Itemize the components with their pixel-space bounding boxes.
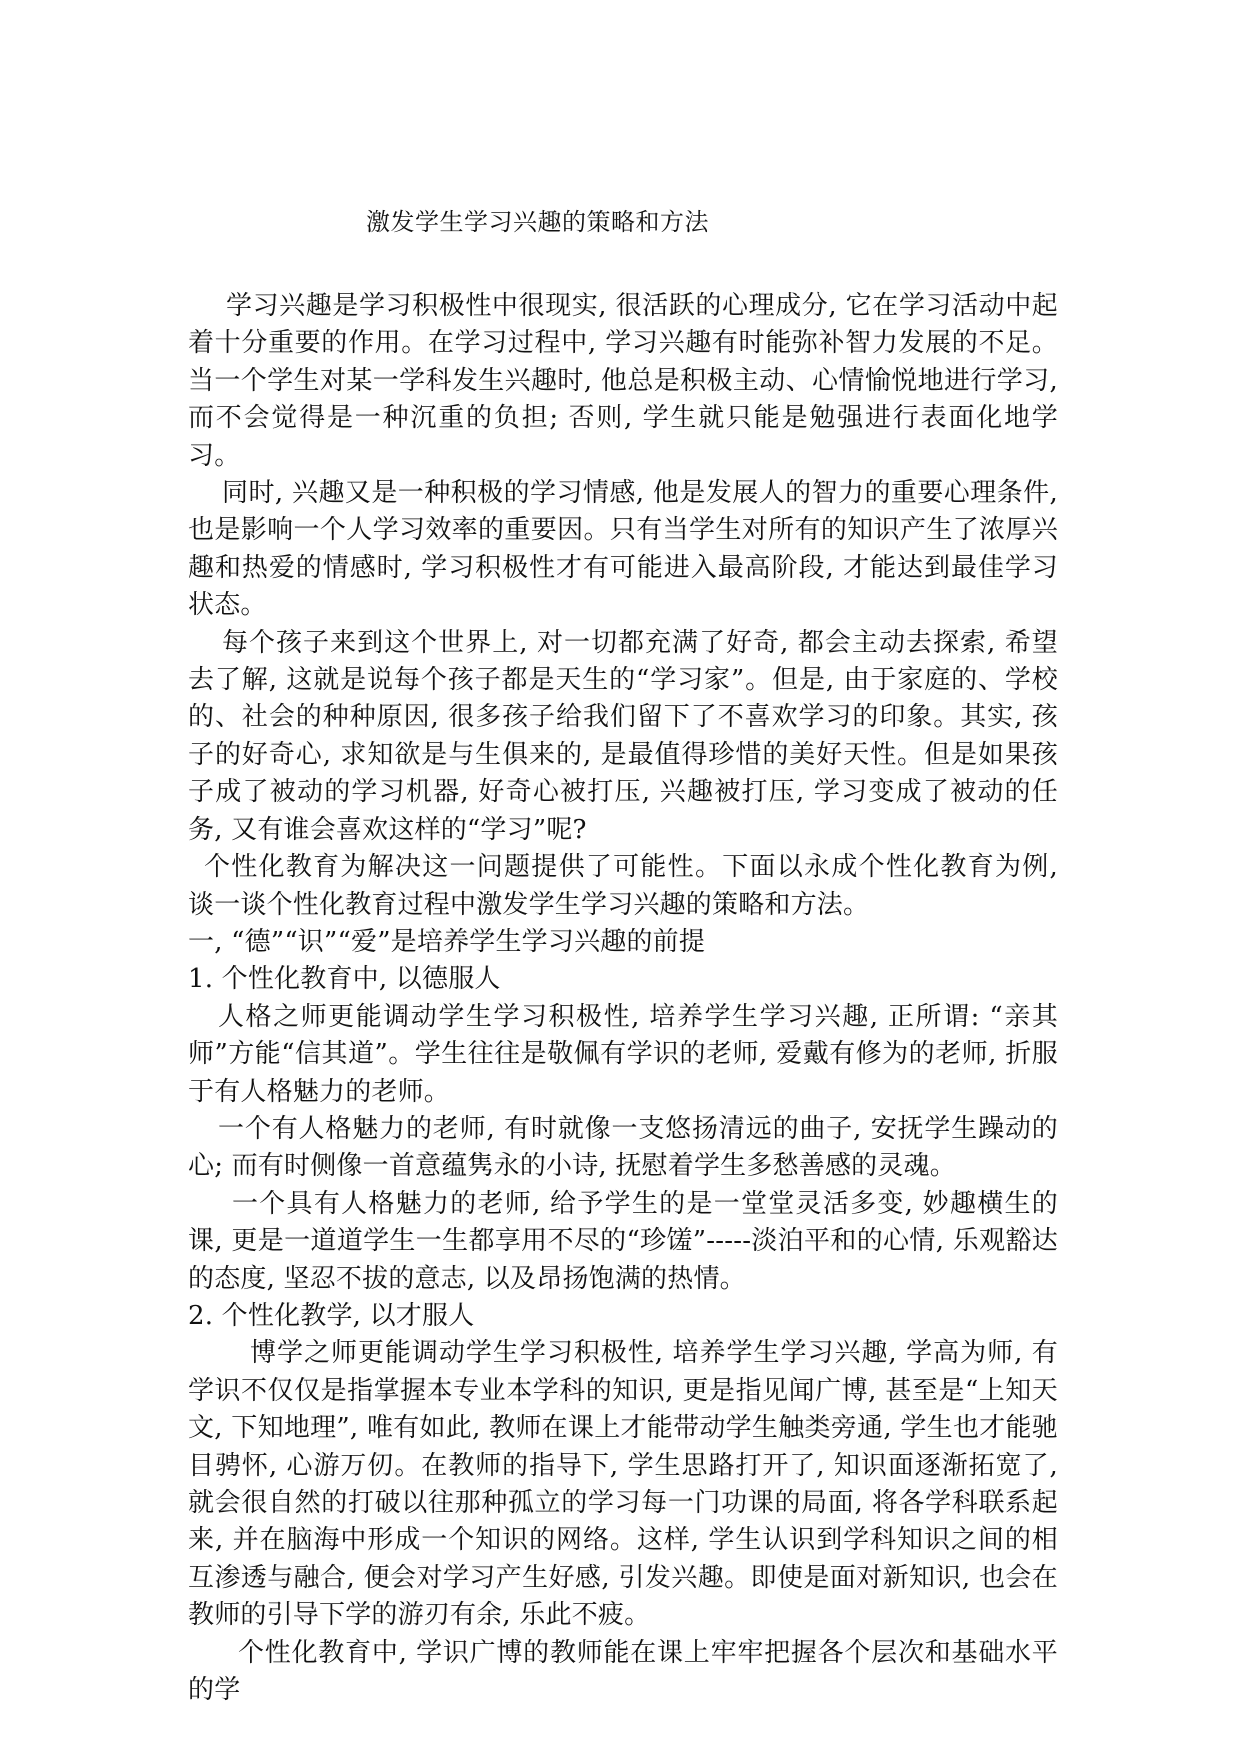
document-title: 激发学生学习兴趣的策略和方法 [366,208,709,236]
paragraph-teacher-charm: 一个有人格魅力的老师, 有时就像一支悠扬清远的曲子, 安抚学生躁动的心; 而有时侧像一首意蕴隽永的小诗, 抚慰着学生多愁善感的灵魂。 [188,1113,1058,1182]
subsection-heading-1: 1. 个性化教育中, 以德服人 [188,964,501,995]
document-page [188,204,1058,1709]
paragraph-learning-interest: 学习兴趣是学习积极性中很现实, 很活跃的心理成分, 它在学习活动中起着十分重要的作用。在学习过程中, 学习兴趣有时能弥补智力发展的不足。当一个学生对某一学科发生兴趣时, 他总是积极主动、心情愉悦地进行学习, 而不会觉得是一种沉重的负担; 否则, 学生就只能是勉强进行表面化地学习。 [188,291,1058,471]
paragraph-charming-teacher-gift: 一个具有人格魅力的老师, 给予学生的是一堂堂灵活多变, 妙趣横生的课, 更是一道道学生一生都享用不尽的“珍馐”-----淡泊平和的心情, 乐观豁达的态度, 坚忍不拔的意志, 以及昂扬饱满的热情。 [188,1188,1058,1294]
paragraph-personality-teacher: 人格之师更能调动学生学习积极性, 培养学生学习兴趣, 正所谓: “亲其师”方能“信其道”。学生往往是敬佩有学识的老师, 爱戴有修为的老师, 折服于有人格魅力的老师。 [188,1001,1058,1107]
subsection-heading-2: 2. 个性化教学, 以才服人 [188,1300,475,1331]
paragraph-personalized-teacher: 个性化教育中, 学识广博的教师能在课上牢牢把握各个层次和基础水平的学 [188,1637,1058,1706]
paragraph-personalized-education: 个性化教育为解决这一问题提供了可能性。下面以永成个性化教育为例, 谈一谈个性化教育过程中激发学生学习兴趣的策略和方法。 [188,852,1058,920]
paragraph-interest-emotion: 同时, 兴趣又是一种积极的学习情感, 他是发展人的智力的重要心理条件, 也是影响一个人学习效率的重要因。只有当学生对所有的知识产生了浓厚兴趣和热爱的情感时, 学习积极性才有可能进入最高阶段, 才能达到最佳学习状态。 [188,478,1058,621]
section-heading-1: 一, “德”“识”“爱”是培养学生学习兴趣的前提 [188,926,706,957]
paragraph-knowledgeable-teacher: 博学之师更能调动学生学习积极性, 培养学生学习兴趣, 学高为师, 有学识不仅仅是指掌握本专业本学科的知识, 更是指见闻广博, 甚至是“上知天文, 下知地理”, 唯有如此, 教师在课上才能带动学生触类旁通, 学生也才能驰目骋怀, 心游万仞。在教师的指导下, 学生思路打开了, 知识面逐渐拓宽了, 就会很自然的打破以往那种孤立的学习每一门功课的局面, 将各学科联系起来, 并在脑海中形成一个知识的网络。这样, 学生认识到学科知识之间的相互渗透与融合, 便会对学习产生好感, 引发兴趣。即使是面对新知识, 也会在教师的引导下学的游刃有余, 乐此不疲。 [188,1338,1058,1631]
paragraph-child-curiosity: 每个孩子来到这个世界上, 对一切都充满了好奇, 都会主动去探索, 希望去了解, 这就是说每个孩子都是天生的“学习家”。但是, 由于家庭的、学校的、社会的种种原因, 很多孩子给我们留下了不喜欢学习的印象。其实, 孩子的好奇心, 求知欲是与生俱来的, 是最值得珍惜的美好天性。但是如果孩子成了被动的学习机器, 好奇心被打压, 兴趣被打压, 学习变成了被动的任务, 又有谁会喜欢这样的“学习”呢? [188,627,1058,845]
